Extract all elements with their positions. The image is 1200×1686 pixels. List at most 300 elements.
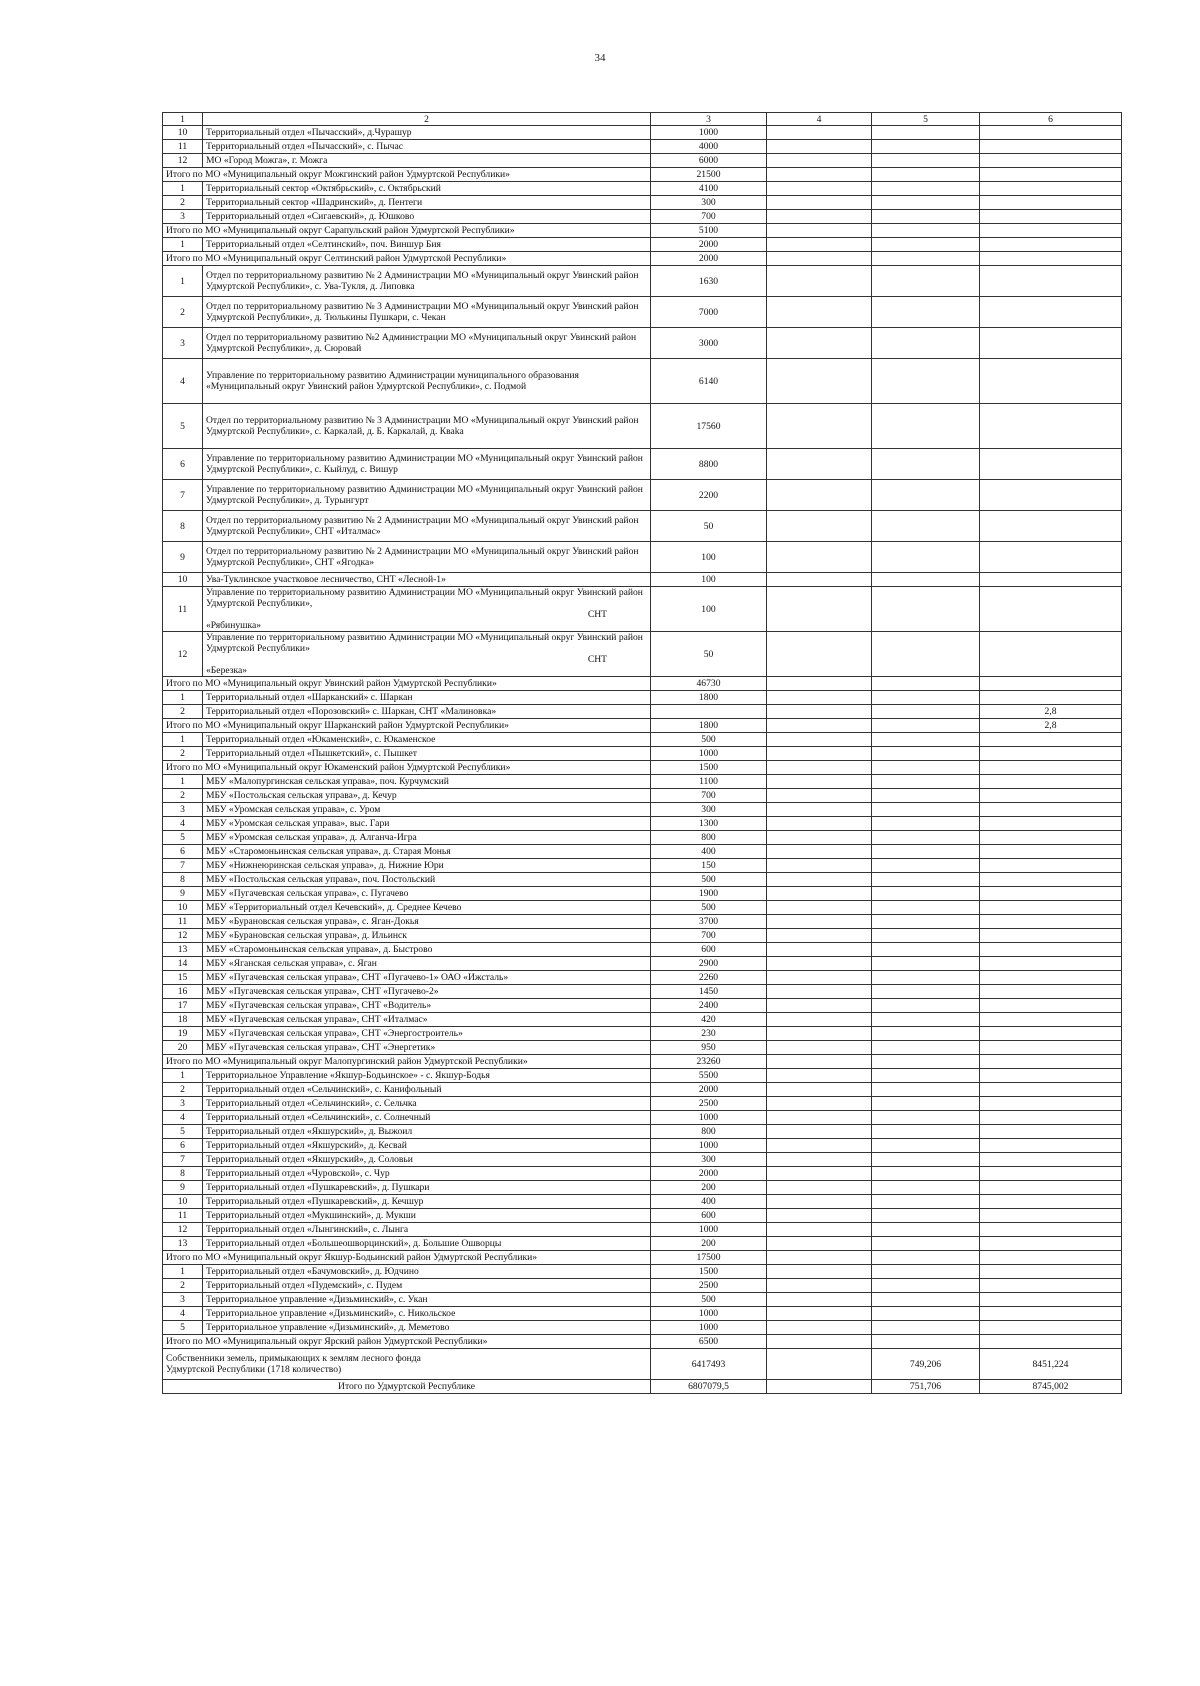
value-col-3: 500 (651, 873, 767, 887)
value-col-6 (980, 1307, 1122, 1321)
row-number: 12 (163, 632, 203, 677)
table-row (163, 1279, 1122, 1293)
value-col-4 (767, 238, 872, 252)
table-row (163, 845, 1122, 859)
value-col-6 (980, 1111, 1122, 1125)
table-row (163, 1041, 1122, 1055)
value-col-4 (767, 971, 872, 985)
header-cell-3: 3 (651, 113, 767, 126)
subtotal-label: Итого по МО «Муниципальный округ Ярский район Удмуртской Республики» (163, 1335, 651, 1349)
row-number: 3 (163, 1293, 203, 1307)
value-col-3: 1800 (651, 719, 767, 733)
value-col-3: 1100 (651, 775, 767, 789)
row-name: Территориальное управление «Дизьминский», с. Никольское (203, 1307, 651, 1321)
value-col-4 (767, 542, 872, 573)
value-col-5 (872, 789, 980, 803)
value-col-4 (767, 1111, 872, 1125)
row-number: 11 (163, 915, 203, 929)
value-col-6 (980, 971, 1122, 985)
value-col-5 (872, 238, 980, 252)
value-col-5 (872, 985, 980, 999)
value-col-6 (980, 873, 1122, 887)
value-col-6 (980, 168, 1122, 182)
value-col-6 (980, 252, 1122, 266)
table-row (163, 747, 1122, 761)
header-cell-4: 4 (767, 113, 872, 126)
value-col-3: 800 (651, 1125, 767, 1139)
value-col-6 (980, 1195, 1122, 1209)
row-name: Территориальный отдел «Селтинский», поч. Виншур Бия (203, 238, 651, 252)
value-col-6 (980, 747, 1122, 761)
value-col-4 (767, 1041, 872, 1055)
value-col-3: 100 (651, 587, 767, 632)
owners-col-4 (767, 1349, 872, 1380)
table-body (163, 113, 1122, 1394)
row-name: Управление по территориальному развитию Администрации муниципального образования «Муниципальный округ Увинский район Удмуртской Республики», с. Подмой (203, 359, 651, 404)
value-col-5 (872, 1027, 980, 1041)
value-col-3: 1000 (651, 1111, 767, 1125)
subtotal-row (163, 719, 1122, 733)
table-row (163, 328, 1122, 359)
value-col-4 (767, 873, 872, 887)
row-number: 1 (163, 238, 203, 252)
subtotal-label: Итого по МО «Муниципальный округ Увинский район Удмуртской Республики» (163, 677, 651, 691)
value-col-6 (980, 1251, 1122, 1265)
value-col-6 (980, 126, 1122, 140)
owners-col-6: 8451,224 (980, 1349, 1122, 1380)
subtotal-row (163, 168, 1122, 182)
value-col-3: 700 (651, 210, 767, 224)
value-col-6 (980, 328, 1122, 359)
table-row (163, 480, 1122, 511)
value-col-3: 500 (651, 1293, 767, 1307)
value-col-6 (980, 140, 1122, 154)
row-number: 6 (163, 845, 203, 859)
row-number: 4 (163, 1307, 203, 1321)
row-number: 5 (163, 404, 203, 449)
value-col-4 (767, 168, 872, 182)
value-col-3: 17500 (651, 1251, 767, 1265)
value-col-4 (767, 154, 872, 168)
value-col-3: 200 (651, 1237, 767, 1251)
value-col-6 (980, 210, 1122, 224)
owners-col-5: 749,206 (872, 1349, 980, 1380)
row-name: Территориальный отдел «Бачумовский», д. Юдчино (203, 1265, 651, 1279)
row-number: 1 (163, 1265, 203, 1279)
row-number: 1 (163, 182, 203, 196)
value-col-6 (980, 359, 1122, 404)
row-number: 5 (163, 1321, 203, 1335)
value-col-3: 100 (651, 542, 767, 573)
value-col-3: 200 (651, 1181, 767, 1195)
value-col-5 (872, 1209, 980, 1223)
value-col-5 (872, 252, 980, 266)
value-col-4 (767, 943, 872, 957)
value-col-5 (872, 901, 980, 915)
value-col-4 (767, 126, 872, 140)
owners-label-line2: Удмуртской Республики (1718 количество) (166, 1364, 342, 1375)
value-col-4 (767, 1055, 872, 1069)
value-col-4 (767, 929, 872, 943)
value-col-4 (767, 573, 872, 587)
value-col-4 (767, 831, 872, 845)
value-col-4 (767, 1293, 872, 1307)
row-number: 13 (163, 1237, 203, 1251)
value-col-3: 50 (651, 632, 767, 677)
table-row (163, 297, 1122, 328)
row-name: Территориальный отдел «Якшурский», д. Кесвай (203, 1139, 651, 1153)
table-row (163, 803, 1122, 817)
value-col-4 (767, 1251, 872, 1265)
table-row (163, 126, 1122, 140)
value-col-4 (767, 901, 872, 915)
value-col-4 (767, 747, 872, 761)
value-col-5 (872, 999, 980, 1013)
value-col-4 (767, 859, 872, 873)
table-row (163, 1097, 1122, 1111)
table-row (163, 140, 1122, 154)
value-col-3: 230 (651, 1027, 767, 1041)
page-number: 34 (594, 52, 606, 64)
value-col-5 (872, 224, 980, 238)
value-col-4 (767, 1195, 872, 1209)
value-col-6 (980, 1265, 1122, 1279)
table-row (163, 705, 1122, 719)
value-col-5 (872, 1195, 980, 1209)
value-col-3: 3700 (651, 915, 767, 929)
table-row (163, 1139, 1122, 1153)
row-name: Отдел по территориальному развитию № 2 Администрации МО «Муниципальный округ Увинский район Удмуртской Республики», СНТ «Италмас» (203, 511, 651, 542)
row-number: 3 (163, 803, 203, 817)
value-col-5 (872, 873, 980, 887)
table-row (163, 1223, 1122, 1237)
table-row (163, 943, 1122, 957)
value-col-5 (872, 971, 980, 985)
value-col-5 (872, 1041, 980, 1055)
row-name: МБУ «Пугачевская сельская управа», с. Пугачево (203, 887, 651, 901)
grand-total-label: Итого по Удмуртской Республике (163, 1380, 651, 1394)
value-col-3: 2500 (651, 1097, 767, 1111)
value-col-6 (980, 1041, 1122, 1055)
row-name: Территориальный отдел «Сигаевский», д. Юшково (203, 210, 651, 224)
value-col-3: 4100 (651, 182, 767, 196)
snt-name: «Рябинушка» (206, 620, 262, 631)
value-col-3: 300 (651, 196, 767, 210)
row-number: 18 (163, 1013, 203, 1027)
value-col-3: 1500 (651, 761, 767, 775)
value-col-6 (980, 999, 1122, 1013)
header-cell-1: 1 (163, 113, 203, 126)
value-col-3: 1000 (651, 1307, 767, 1321)
value-col-3: 950 (651, 1041, 767, 1055)
row-name: Управление по территориальному развитию Администрации МО «Муниципальный округ Увинский район Удмуртской Республики», с. Кыйлуд, с. Вишур (203, 449, 651, 480)
value-col-6 (980, 1069, 1122, 1083)
row-number: 12 (163, 154, 203, 168)
row-name: Территориальный сектор «Шадринский», д. Пентеги (203, 196, 651, 210)
table-row (163, 789, 1122, 803)
row-name: Территориальный отдел «Юкаменский», с. Юкаменское (203, 733, 651, 747)
value-col-5 (872, 1265, 980, 1279)
table-row (163, 733, 1122, 747)
value-col-5 (872, 1279, 980, 1293)
subtotal-row (163, 1251, 1122, 1265)
row-name: Территориальный отдел «Пышкетский», с. Пышкет (203, 747, 651, 761)
row-name: Территориальный отдел «Сельчинский», с. Солнечный (203, 1111, 651, 1125)
value-col-3: 500 (651, 733, 767, 747)
value-col-5 (872, 1083, 980, 1097)
snt-line (206, 654, 647, 665)
value-col-4 (767, 404, 872, 449)
value-col-5 (872, 929, 980, 943)
row-number: 4 (163, 817, 203, 831)
value-col-3: 500 (651, 901, 767, 915)
row-number: 7 (163, 859, 203, 873)
value-col-5 (872, 1335, 980, 1349)
row-name: Территориальный отдел «Пудемский», с. Пудем (203, 1279, 651, 1293)
table-row (163, 1153, 1122, 1167)
value-col-5 (872, 168, 980, 182)
value-col-4 (767, 1097, 872, 1111)
subtotal-label: Итого по МО «Муниципальный округ Можгинский район Удмуртской Республики» (163, 168, 651, 182)
table-row (163, 1237, 1122, 1251)
value-col-5 (872, 1251, 980, 1265)
value-col-6 (980, 845, 1122, 859)
table-row (163, 1069, 1122, 1083)
value-col-3: 1000 (651, 126, 767, 140)
value-col-4 (767, 1069, 872, 1083)
value-col-4 (767, 480, 872, 511)
value-col-3: 1000 (651, 747, 767, 761)
row-number: 12 (163, 1223, 203, 1237)
value-col-6 (980, 1013, 1122, 1027)
value-col-5 (872, 154, 980, 168)
table-row (163, 359, 1122, 404)
value-col-5 (872, 831, 980, 845)
subtotal-label: Итого по МО «Муниципальный округ Селтинский район Удмуртской Республики» (163, 252, 651, 266)
table-row (163, 1111, 1122, 1125)
row-number: 6 (163, 1139, 203, 1153)
row-name: МО «Город Можга», г. Можга (203, 154, 651, 168)
value-col-5 (872, 1125, 980, 1139)
value-col-6 (980, 238, 1122, 252)
snt-line (206, 609, 647, 620)
row-number: 1 (163, 775, 203, 789)
value-col-4 (767, 587, 872, 632)
row-number: 5 (163, 831, 203, 845)
value-col-6 (980, 542, 1122, 573)
value-col-5 (872, 1223, 980, 1237)
table-row (163, 1195, 1122, 1209)
value-col-3 (651, 705, 767, 719)
row-name: МБУ «Пугачевская сельская управа», СНТ «Энергетик» (203, 1041, 651, 1055)
row-number: 2 (163, 789, 203, 803)
subtotal-label: Итого по МО «Муниципальный округ Сарапульский район Удмуртской Республики» (163, 224, 651, 238)
row-name: Территориальный отдел «Пычасский», д.Чурашур (203, 126, 651, 140)
row-number: 2 (163, 1279, 203, 1293)
table-row (163, 915, 1122, 929)
value-col-4 (767, 1083, 872, 1097)
row-name: Территориальный отдел «Мукшинский», д. Мукши (203, 1209, 651, 1223)
row-name-text: Управление по территориальному развитию Администрации МО «Муниципальный округ Увинский район Удмуртской Республики» (206, 632, 643, 654)
row-number: 4 (163, 359, 203, 404)
value-col-3: 7000 (651, 297, 767, 328)
value-col-3: 4000 (651, 140, 767, 154)
value-col-4 (767, 705, 872, 719)
value-col-4 (767, 999, 872, 1013)
grand-total-col-5: 751,706 (872, 1380, 980, 1394)
row-name: МБУ «Бурановская сельская управа», с. Яган-Докья (203, 915, 651, 929)
row-name: МБУ «Пугачевская сельская управа», СНТ «Энергостроитель» (203, 1027, 651, 1041)
value-col-5 (872, 691, 980, 705)
row-name: Отдел по территориальному развитию №2 Администрации МО «Муниципальный округ Увинский район Удмуртской Республики», д. Сюровай (203, 328, 651, 359)
value-col-3: 46730 (651, 677, 767, 691)
value-col-5 (872, 328, 980, 359)
value-col-5 (872, 140, 980, 154)
table-row (163, 182, 1122, 196)
value-col-3: 800 (651, 831, 767, 845)
value-col-6 (980, 297, 1122, 328)
row-number: 9 (163, 542, 203, 573)
value-col-4 (767, 1139, 872, 1153)
value-col-5 (872, 803, 980, 817)
value-col-3: 2900 (651, 957, 767, 971)
document-table (162, 112, 1122, 1394)
value-col-4 (767, 1265, 872, 1279)
value-col-4 (767, 196, 872, 210)
value-col-3: 700 (651, 929, 767, 943)
value-col-6 (980, 929, 1122, 943)
value-col-6 (980, 1055, 1122, 1069)
value-col-5 (872, 126, 980, 140)
value-col-3: 420 (651, 1013, 767, 1027)
value-col-4 (767, 632, 872, 677)
row-number: 10 (163, 1195, 203, 1209)
subtotal-label: Итого по МО «Муниципальный округ Малопургинский район Удмуртской Республики» (163, 1055, 651, 1069)
value-col-6 (980, 733, 1122, 747)
row-number: 3 (163, 210, 203, 224)
subtotal-label: Итого по МО «Муниципальный округ Якшур-Бодьинский район Удмуртской Республики» (163, 1251, 651, 1265)
row-name: Отдел по территориальному развитию № 3 Администрации МО «Муниципальный округ Увинский район Удмуртской Республики», с. Каркалай, д. Б. Каркалай, д. Кваka (203, 404, 651, 449)
value-col-4 (767, 733, 872, 747)
value-col-3: 2200 (651, 480, 767, 511)
row-name: МБУ «Бурановская сельская управа», д. Ильинск (203, 929, 651, 943)
value-col-4 (767, 1153, 872, 1167)
value-col-6 (980, 404, 1122, 449)
value-col-5 (872, 761, 980, 775)
row-name: Отдел по территориальному развитию № 2 Администрации МО «Муниципальный округ Увинский район Удмуртской Республики», с. Ува-Тукля, д. Липовка (203, 266, 651, 297)
table-row (163, 632, 1122, 677)
value-col-3: 2000 (651, 238, 767, 252)
snt-label: СНТ (587, 609, 607, 620)
value-col-6 (980, 1279, 1122, 1293)
owners-label-line1: Собственники земель, примыкающих к землям лесного фонда (166, 1353, 421, 1364)
row-name: Отдел по территориальному развитию № 2 Администрации МО «Муниципальный округ Увинский район Удмуртской Республики», СНТ «Ягодка» (203, 542, 651, 573)
value-col-5 (872, 573, 980, 587)
value-col-6 (980, 1167, 1122, 1181)
value-col-5 (872, 1167, 980, 1181)
value-col-4 (767, 1223, 872, 1237)
row-name: МБУ «Малопургинская сельская управа», поч. Курчумский (203, 775, 651, 789)
row-number: 20 (163, 1041, 203, 1055)
value-col-5 (872, 677, 980, 691)
value-col-4 (767, 789, 872, 803)
value-col-3: 21500 (651, 168, 767, 182)
value-col-3: 1450 (651, 985, 767, 999)
subtotal-row (163, 252, 1122, 266)
row-name (203, 632, 651, 677)
value-col-5 (872, 404, 980, 449)
row-number: 2 (163, 297, 203, 328)
owners-row (163, 1349, 1122, 1380)
value-col-3: 600 (651, 943, 767, 957)
value-col-3: 300 (651, 803, 767, 817)
row-number: 10 (163, 126, 203, 140)
subtotal-row (163, 761, 1122, 775)
row-name: МБУ «Пугачевская сельская управа», СНТ «Италмас» (203, 1013, 651, 1027)
owners-label (163, 1349, 651, 1380)
row-number: 3 (163, 328, 203, 359)
table-row (163, 1181, 1122, 1195)
row-number: 16 (163, 985, 203, 999)
row-name: Территориальный отдел «Шарканский» с. Шаркан (203, 691, 651, 705)
value-col-6 (980, 449, 1122, 480)
value-col-5 (872, 1307, 980, 1321)
table-row (163, 1013, 1122, 1027)
value-col-5 (872, 817, 980, 831)
value-col-6 (980, 887, 1122, 901)
value-col-4 (767, 817, 872, 831)
value-col-5 (872, 1181, 980, 1195)
value-col-3: 6500 (651, 1335, 767, 1349)
value-col-3: 300 (651, 1153, 767, 1167)
row-number: 7 (163, 480, 203, 511)
value-col-4 (767, 1027, 872, 1041)
row-name: МБУ «Пугачевская сельская управа», СНТ «Пугачево-1» ОАО «Ижсталь» (203, 971, 651, 985)
row-number: 2 (163, 747, 203, 761)
row-name: МБУ «Яганская сельская управа», с. Яган (203, 957, 651, 971)
value-col-6: 2,8 (980, 719, 1122, 733)
subtotal-label: Итого по МО «Муниципальный округ Юкаменский район Удмуртской Республики» (163, 761, 651, 775)
snt-name: «Березка» (206, 665, 248, 676)
row-number: 9 (163, 1181, 203, 1195)
row-name: Территориальное управление «Дизьминский», д. Меметово (203, 1321, 651, 1335)
grand-total-row (163, 1380, 1122, 1394)
value-col-3: 2000 (651, 252, 767, 266)
value-col-6 (980, 632, 1122, 677)
value-col-6 (980, 1293, 1122, 1307)
row-name: Территориальный отдел «Сельчинский», с. Канифольный (203, 1083, 651, 1097)
value-col-3: 1630 (651, 266, 767, 297)
value-col-6 (980, 1139, 1122, 1153)
value-col-3: 2500 (651, 1279, 767, 1293)
table-row (163, 154, 1122, 168)
row-name: МБУ «Постольская сельская управа», д. Кечур (203, 789, 651, 803)
subtotal-label: Итого по МО «Муниципальный округ Шарканский район Удмуртской Республики» (163, 719, 651, 733)
value-col-3: 1000 (651, 1139, 767, 1153)
row-name: МБУ «Уромская сельская управа», выс. Гари (203, 817, 651, 831)
value-col-3: 150 (651, 859, 767, 873)
grand-total-col-6: 8745,002 (980, 1380, 1122, 1394)
value-col-5 (872, 632, 980, 677)
value-col-3: 1900 (651, 887, 767, 901)
value-col-4 (767, 511, 872, 542)
row-name: Территориальный отдел «Большеошворцинский», д. Большие Ошворцы (203, 1237, 651, 1251)
value-col-5 (872, 1069, 980, 1083)
subtotal-row (163, 677, 1122, 691)
value-col-4 (767, 957, 872, 971)
value-col-5 (872, 887, 980, 901)
table-row (163, 971, 1122, 985)
